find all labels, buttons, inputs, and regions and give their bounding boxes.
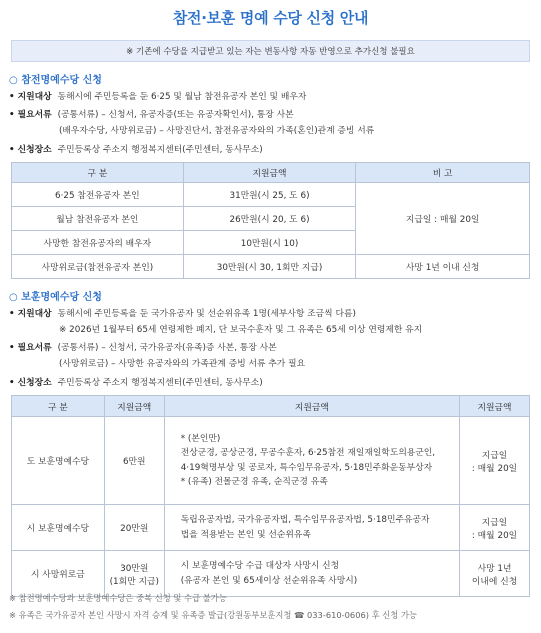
footnote-1: ※ 참전명예수당과 보훈명예수당은 중복 신청 및 수급 불가능	[9, 593, 227, 603]
table-header: 구 분	[12, 396, 105, 417]
table-header: 구 분	[12, 163, 184, 183]
section2-docs-2: (사망위로금) – 사망한 유공자와의 가족관계 증빙 서류 추가 필요	[59, 359, 306, 369]
table-row: 시 보훈명예수당 20만원 독립유공자법, 국가유공자법, 특수임무유공자법, 5·18민주유공자 법을 적용받는 본인 및 선순위유족 지급일 : 매월 20일	[12, 505, 530, 551]
table-row: 사망위로금(참전유공자 본인) 30만원(시 30, 1회만 지급) 사망 1년 이내 신청	[12, 255, 530, 279]
section2-target: • 지원대상 동해시에 주민등록을 둔 국가유공자 및 선순위유족 1명(세부사항 조금씩 다름)	[9, 309, 356, 319]
section1-docs: • 필요서류 (공통서류) – 신청서, 유공자증(또는 유공자확인서), 통장 사본	[9, 110, 294, 120]
patriot-allowance-table	[11, 395, 530, 597]
section1-docs-2: (배우자수당, 사망위로금) – 사망진단서, 참전유공자와의 가족(혼인)관계 증빙 서류	[59, 126, 375, 136]
table-header: 지원금액	[104, 396, 164, 417]
section1-heading: ○ 참전명예수당 신청	[9, 75, 102, 86]
table-row: 6·25 참전유공자 본인 31만원(시 25, 도 6) 지급일 : 매월 20일	[12, 183, 530, 207]
table-header: 지원금액	[164, 396, 459, 417]
section1-target: • 지원대상 동해시에 주민등록을 둔 6·25 및 월남 참전유공자 본인 및 배우자	[9, 92, 307, 102]
section2-target-note: ※ 2026년 1월부터 65세 연령제한 폐지, 단 보국수훈자 및 그 유족은 65세 이상 연령제한 유지	[59, 325, 423, 335]
payday-note: 지급일 : 매월 20일	[356, 183, 530, 255]
table-row: 사망한 참전유공자의 배우자 10만원(시 10)	[12, 231, 530, 255]
table-row: 도 보훈명예수당 6만원 * (본인만) 전상군경, 공상군경, 무공수훈자, 6·25참전 재일재일학도의용군인, 4·19혁명부상 및 공로자, 특수임무유공자, 5·18민주화운동부상자 * (유족) 전몰군경 유족, 순직군경 유족 지급일 : 매월 20일	[12, 417, 530, 505]
table-header: 지원금액	[183, 163, 356, 183]
section1-place: • 신청장소 주민등록상 주소지 행정복지센터(주민센터, 동사무소)	[9, 145, 263, 155]
table-header: 비 고	[356, 163, 530, 183]
table-row: 월남 참전유공자 본인 26만원(시 20, 도 6)	[12, 207, 530, 231]
section2-place: • 신청장소 주민등록상 주소지 행정복지센터(주민센터, 동사무소)	[9, 378, 263, 388]
table-row: 시 사망위로금 30만원 (1회만 지급) 시 보훈명예수당 수급 대상자 사망시 신청 (유공자 본인 및 65세이상 선순위유족 사망시) 사망 1년 이내에 신청	[12, 551, 530, 597]
veteran-allowance-table	[11, 162, 530, 279]
section2-heading: ○ 보훈명예수당 신청	[9, 292, 102, 303]
notice-banner: ※ 기존에 수당을 지급받고 있는 자는 변동사항 자동 반영으로 추가신청 불필요	[11, 40, 530, 62]
table-header: 지원금액	[460, 396, 530, 417]
footnote-2: ※ 유족은 국가유공자 본인 사망시 자격 승계 및 유족증 발급(강원동부보훈지청 ☎ 033-610-0606) 후 신청 가능	[9, 610, 417, 620]
page-title: 참전·보훈 명예 수당 신청 안내	[172, 9, 369, 27]
section2-docs: • 필요서류 (공통서류) – 신청서, 국가유공자(유족)증 사본, 통장 사본	[9, 343, 277, 353]
